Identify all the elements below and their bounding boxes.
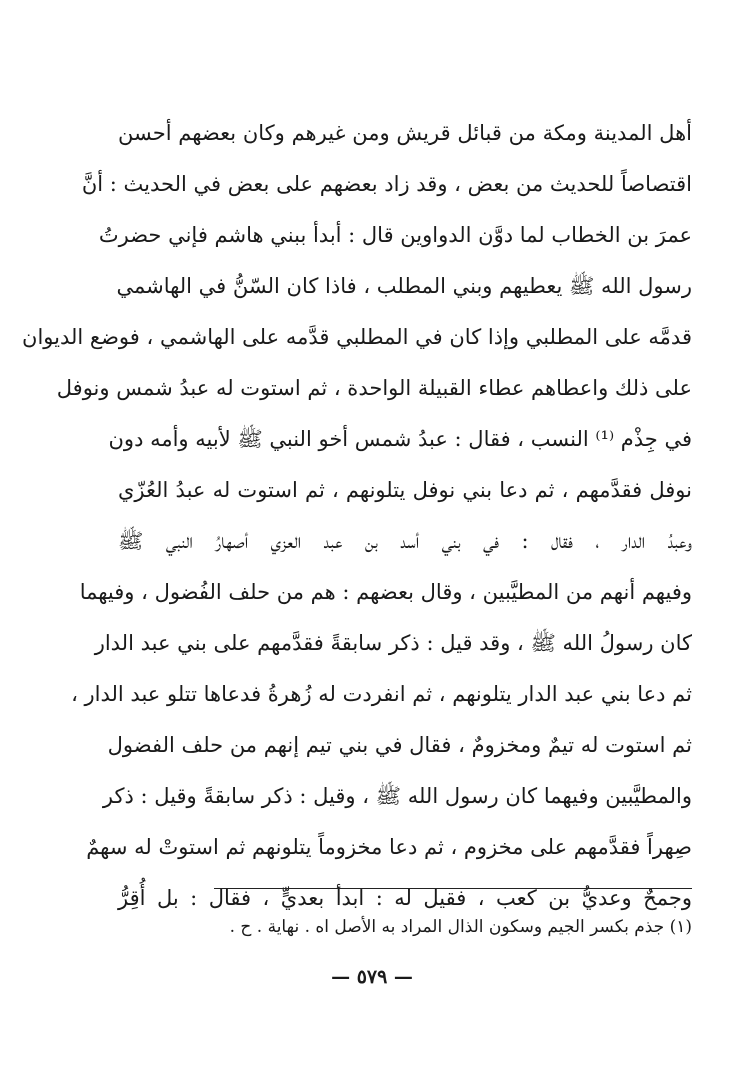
text-line: اقتصاصاً للحديث من بعض ، وقد زاد بعضهم على بعض في الحديث : أنَّ [81, 172, 692, 196]
text-line: في جِذْم ⁽¹⁾ النسب ، فقال : عبدُ شمس أخو النبي ﷺ لأبيه وأمه دون [108, 427, 692, 451]
text-line: وعبدُ الدار ، فقال : في بني أسد بن عبد العزي أصهارُ النبي ﷺ [118, 529, 692, 553]
text-line: والمطيَّبين وفيهما كان رسول الله ﷺ ، وقيل : ذكر سابقةً وقيل : ذكر [102, 784, 692, 808]
text-line: على ذلك واعطاهم عطاء القبيلة الواحدة ، ثم استوت له عبدُ شمس ونوفل [56, 376, 692, 400]
page-number: — ٥٧٩ — [331, 966, 413, 988]
footnote: (١) جذم بكسر الجيم وسكون الذال المراد به الأصل اه . نهاية . ح . [229, 917, 692, 937]
footnote-separator [214, 888, 692, 889]
text-line: أهل المدينة ومكة من قبائل قريش ومن غيرهم وكان بعضهم أحسن [118, 121, 692, 145]
text-line: وجمحٌ وعديُّ بن كعب ، فقيل له : ابدأ بعديٍّ ، فقال : بل أُقِرُّ [118, 886, 692, 910]
text-line: قدمَّه على المطلبي وإذا كان في المطلبي قدَّمه على الهاشمي ، فوضع الديوان [22, 325, 692, 349]
text-line: ثم دعا بني عبد الدار يتلونهم ، ثم انفردت له زُهرةُ فدعاها تتلو عبد الدار ، [71, 682, 692, 706]
text-line: وفيهم أنهم من المطيَّبين ، وقال بعضهم : هم من حلف الفُضول ، وفيهما [79, 580, 692, 604]
text-line: عمرَ بن الخطاب لما دوَّن الدواوين قال : أبدأ ببني هاشم فإني حضرتُ [98, 223, 692, 247]
main-text [22, 108, 692, 924]
text-line: ثم استوت له تيمٌ ومخزومٌ ، فقال في بني تيم إنهم من حلف الفضول [107, 733, 692, 757]
text-line: رسول الله ﷺ يعطيهم وبني المطلب ، فاذا كان السّنُّ في الهاشمي [116, 274, 692, 298]
text-line: كان رسولُ الله ﷺ ، وقد قيل : ذكر سابقةً فقدَّمهم على بني عبد الدار [94, 631, 692, 655]
text-line: صِهراً فقدَّمهم على مخزوم ، ثم دعا مخزوماً يتلونهم ثم استوتْ له سهمٌ [86, 835, 692, 859]
text-line: نوفل فقدَّمهم ، ثم دعا بني نوفل يتلونهم ، ثم استوت له عبدُ العُزّي [118, 478, 692, 502]
